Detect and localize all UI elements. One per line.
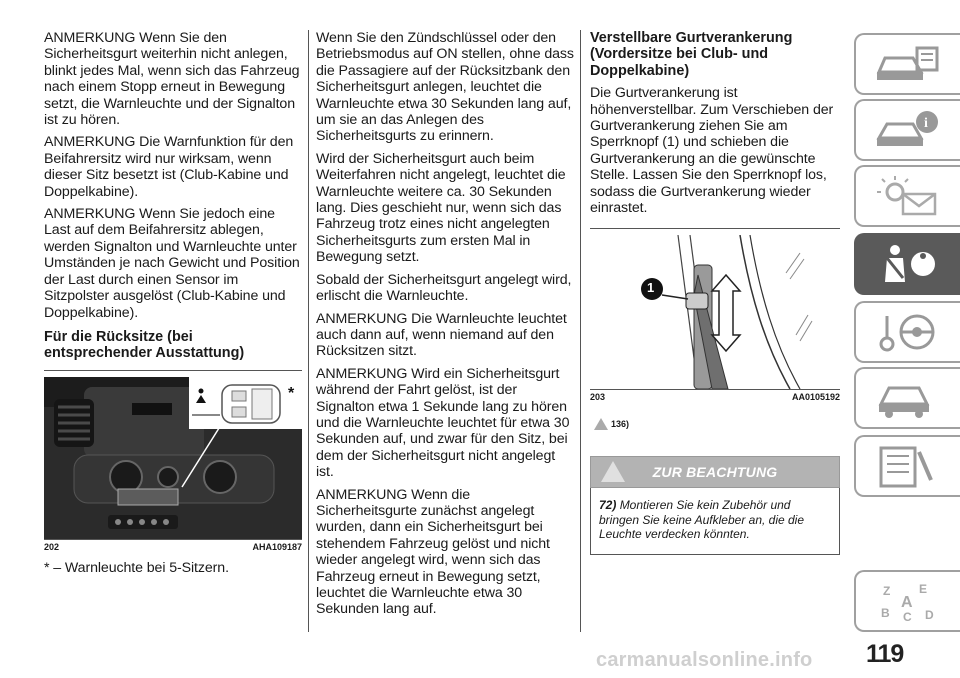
warning-title: ZUR BEACHTUNG — [652, 464, 778, 481]
figure-callout: 1 — [647, 280, 655, 296]
note-reference-text: 136) — [611, 419, 630, 430]
svg-text:B: B — [881, 606, 890, 620]
tab-car-dashboard[interactable] — [854, 33, 960, 95]
warning-header — [590, 456, 840, 488]
car-dashboard-icon — [873, 42, 943, 86]
seatbelt-airbag-icon — [873, 242, 943, 286]
tab-warning-light-message[interactable] — [854, 165, 960, 227]
svg-text:A: A — [901, 594, 913, 611]
column-divider — [308, 30, 309, 632]
tab-seatbelt-airbag[interactable] — [854, 233, 960, 295]
tab-car-service[interactable] — [854, 367, 960, 429]
note-reference — [594, 418, 840, 430]
alphabet-index-icon — [873, 579, 943, 623]
paragraph: Wird der Sicherheitsgurt auch beim Weiterfahren nicht angelegt, leuchtet die Warnleuchte weitere ca. 30 Sekunden lang. Dies geschieht nur, wenn sich das Fahrzeug trotz eines nicht angelegten Sicherheitsgurts zum ersten Mal in Bewegung setzt. — [316, 150, 566, 266]
column-divider — [580, 30, 581, 632]
tools-checklist-icon — [873, 444, 943, 488]
dashboard-photo — [44, 377, 302, 539]
figure-number: 203 — [590, 392, 606, 403]
warning-text: Montieren Sie kein Zubehör und bringen Sie keine Aufkleber an, die die Leuchte verdecken könnten. — [599, 498, 805, 542]
column-right — [590, 30, 840, 555]
tab-key-steering-wheel[interactable] — [854, 301, 960, 363]
paragraph: ANMERKUNG Wird ein Sicherheitsgurt während der Fahrt gelöst, ist der Signalton etwa 1 Sekunde lang zu hören und die Warnleuchte leuchtet für etwa 30 Sekunden auf, und zwar für den Sitz, bei dem der Sicherheitsgurt nicht angelegt ist. — [316, 365, 570, 481]
warning-box — [590, 488, 840, 555]
warning-light-message-icon — [873, 174, 943, 218]
figure-number: 202 — [44, 541, 60, 552]
tab-alphabet-index[interactable] — [854, 570, 960, 632]
warning-number: 72) — [599, 498, 617, 513]
figure-code: AHA109187 — [252, 541, 302, 552]
svg-text:i: i — [924, 116, 928, 131]
paragraph: Die Gurtverankerung ist höhenverstellbar. Zum Verschieben der Gurtverankerung ziehen Sie am Sperrknopf (1) und schieben die Gurtverankerung an die gewünschte Stelle. Lassen Sie den Sperrknopf los, sodass die Gurtverankerung wieder einrastet. — [590, 85, 834, 217]
page-number: 119 — [866, 640, 904, 668]
paragraph: ANMERKUNG Wenn die Sicherheitsgurte zunächst angelegt wurden, dann ein Sicherheitsgurt bei stehendem Fahrzeug gelöst und nicht wieder angelegt wird, wenn sich das Fahrzeug erneut in Bewegung setzt, leuchtet die Warnleuchte etwa 30 Sekunden lang auf. — [316, 486, 550, 618]
svg-text:Z: Z — [883, 584, 891, 598]
column-middle — [316, 30, 574, 624]
watermark: carmanualsonline.info — [596, 649, 813, 671]
paragraph: ANMERKUNG Wenn Sie jedoch eine Last auf dem Beifahrersitz ablegen, werden Signalton und Warnleuchte unter Umständen je nach Gewicht und Position der Last durch einen Sensor im Sitzpolster ausgelöst (Club-Kabine und Doppelkabine). — [44, 206, 300, 321]
figure-marker: * — [288, 384, 295, 402]
car-service-icon — [873, 376, 943, 420]
footnote: * – Warnleuchte bei 5-Sitzern. — [44, 559, 229, 576]
car-info-icon — [873, 108, 943, 152]
paragraph: ANMERKUNG Die Warnleuchte leuchtet auch dann auf, wenn niemand auf den Rücksitzen sitzt. — [316, 310, 567, 360]
svg-text:D: D — [925, 608, 934, 622]
tab-car-info[interactable] — [854, 99, 960, 161]
section-heading: Für die Rücksitze (bei entsprechender Ausstattung) — [44, 328, 245, 362]
paragraph: ANMERKUNG Die Warnfunktion für den Beifahrersitz wird nur wirksam, wenn dieser Sitz besetzt ist (Club-Kabine und Doppelkabine). — [44, 134, 294, 200]
svg-text:E: E — [919, 582, 928, 596]
warning-triangle-icon — [594, 418, 608, 430]
figure-203 — [590, 228, 840, 402]
section-heading: Verstellbare Gurtverankerung (Vordersitze bei Club- und Doppelkabine) — [590, 30, 793, 79]
column-left — [44, 30, 302, 582]
figure-202 — [44, 370, 302, 552]
warning-triangle-icon — [601, 461, 625, 482]
paragraph: Wenn Sie den Zündschlüssel oder den Betriebsmodus auf ON stellen, ohne dass die Passagiere auf der Rücksitzbank den Sicherheitsgurt anlegen, leuchtet die Warnleuchte etwa 30 Sekunden lang auf, um sie an das Anlegen des Sicherheitsgurts zu erinnern. — [316, 30, 574, 145]
tab-tools-checklist[interactable] — [854, 435, 960, 497]
svg-text:C: C — [903, 610, 912, 623]
seatbelt-anchor-illustration — [590, 235, 840, 389]
paragraph: Sobald der Sicherheitsgurt angelegt wird, erlischt die Warnleuchte. — [316, 271, 572, 305]
figure-code: AA0105192 — [791, 392, 840, 403]
paragraph: ANMERKUNG Wenn Sie den Sicherheitsgurt weiterhin nicht anlegen, blinkt jedes Mal, wenn sich das Fahrzeug nach einem Stopp erneut in Bewegung setzt, die Warnleuchte und der Signalton ist zu hören. — [44, 30, 300, 129]
key-steering-wheel-icon — [873, 310, 943, 354]
